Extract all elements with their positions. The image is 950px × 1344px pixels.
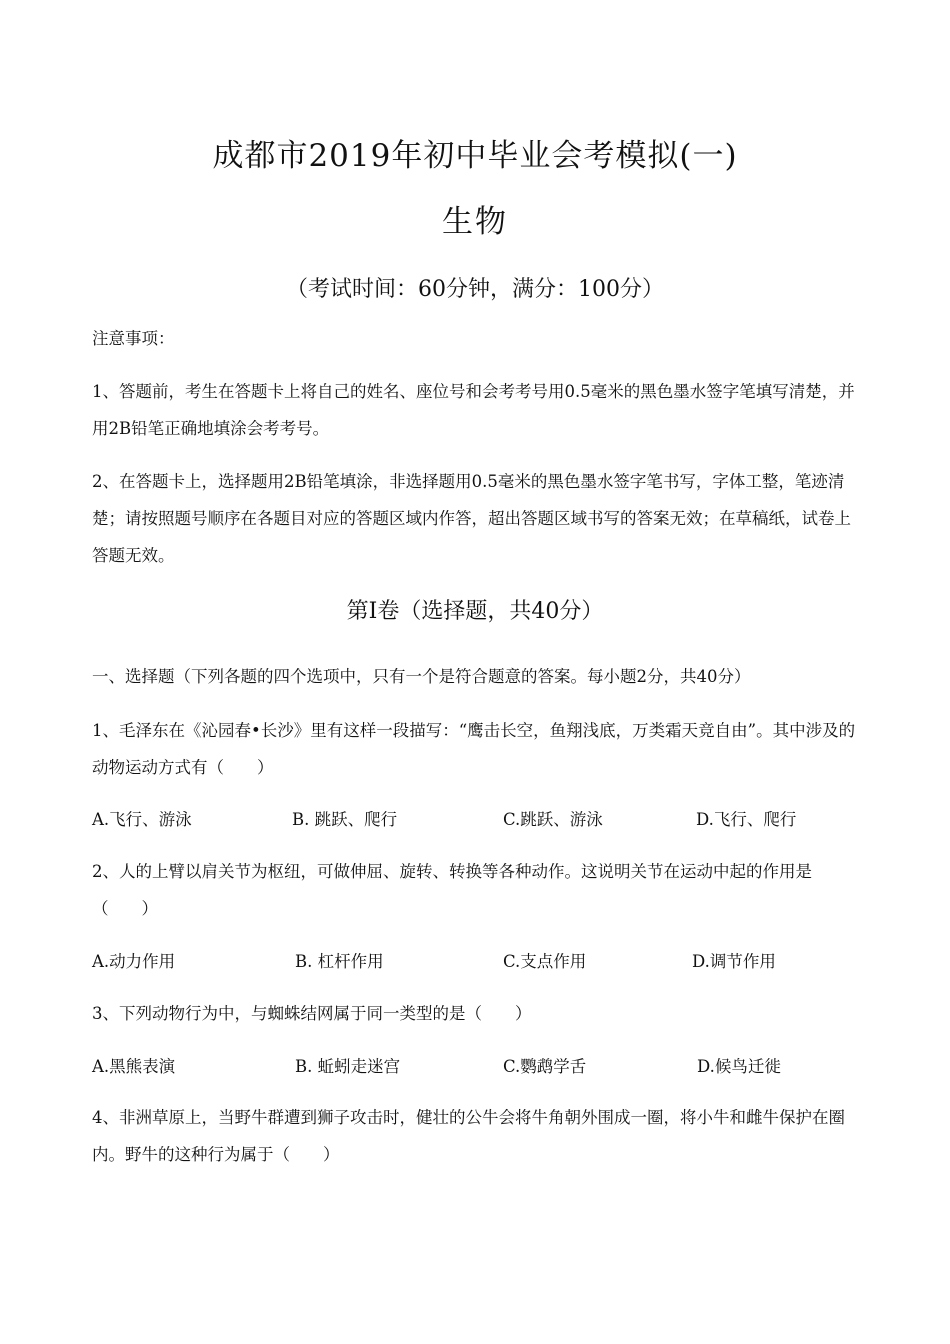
question-1-option-c: C.跳跃、游泳 — [503, 810, 603, 829]
question-2-option-b: B. 杠杆作用 — [295, 952, 384, 971]
question-1-option-d: D.飞行、爬行 — [696, 810, 797, 829]
question-3-option-b: B. 蚯蚓走迷宫 — [295, 1057, 401, 1076]
question-4: 4、非洲草原上，当野牛群遭到狮子攻击时，健壮的公牛会将牛角朝外围成一圈，将小牛和雌牛保护在圈内。野牛的这种行为属于（ ） — [92, 1108, 845, 1164]
question-1-option-a: A.飞行、游泳 — [92, 810, 192, 829]
exam-title: 成都市2019年初中毕业会考模拟(一) — [212, 138, 738, 174]
question-3-option-d: D.候鸟迁徙 — [697, 1057, 781, 1076]
exam-subject: 生物 — [442, 204, 508, 240]
notice-heading: 注意事项： — [92, 329, 175, 348]
section-instructions: 一、选择题（下列各题的四个选项中，只有一个是符合题意的答案。每小题2分，共40分） — [92, 667, 751, 686]
question-3-option-c: C.鹦鹉学舌 — [503, 1057, 587, 1076]
exam-time-score: （考试时间：60分钟，满分：100分） — [286, 277, 664, 302]
question-1-option-b: B. 跳跃、爬行 — [292, 810, 398, 829]
section-title: 第I卷（选择题，共40分） — [346, 599, 604, 624]
question-3: 3、下列动物行为中，与蜘蛛结网属于同一类型的是（ ） — [92, 1004, 532, 1023]
question-2-option-a: A.动力作用 — [92, 952, 176, 971]
question-2-option-c: C.支点作用 — [503, 952, 587, 971]
notice-item-1: 1、答题前，考生在答题卡上将自己的姓名、座位号和会考考号用0.5毫米的黑色墨水签字笔填写清楚，并用2B铅笔正确地填涂会考考号。 — [92, 382, 855, 438]
question-2: 2、人的上臂以肩关节为枢纽，可做伸屈、旋转、转换等各种动作。这说明关节在运动中起的作用是（ ） — [92, 862, 812, 918]
question-1: 1、毛泽东在《沁园春•长沙》里有这样一段描写：“鹰击长空，鱼翔浅底，万类霜天竞自由”。其中涉及的动物运动方式有（ ） — [92, 721, 856, 777]
question-2-option-d: D.调节作用 — [692, 952, 776, 971]
question-3-option-a: A.黑熊表演 — [92, 1057, 176, 1076]
notice-item-2: 2、在答题卡上，选择题用2B铅笔填涂，非选择题用0.5毫米的黑色墨水签字笔书写，字体工整，笔迹清楚；请按照题号顺序在各题目对应的答题区域内作答，超出答题区域书写的答案无效；在草稿纸，试卷上答题无效。 — [92, 472, 851, 565]
